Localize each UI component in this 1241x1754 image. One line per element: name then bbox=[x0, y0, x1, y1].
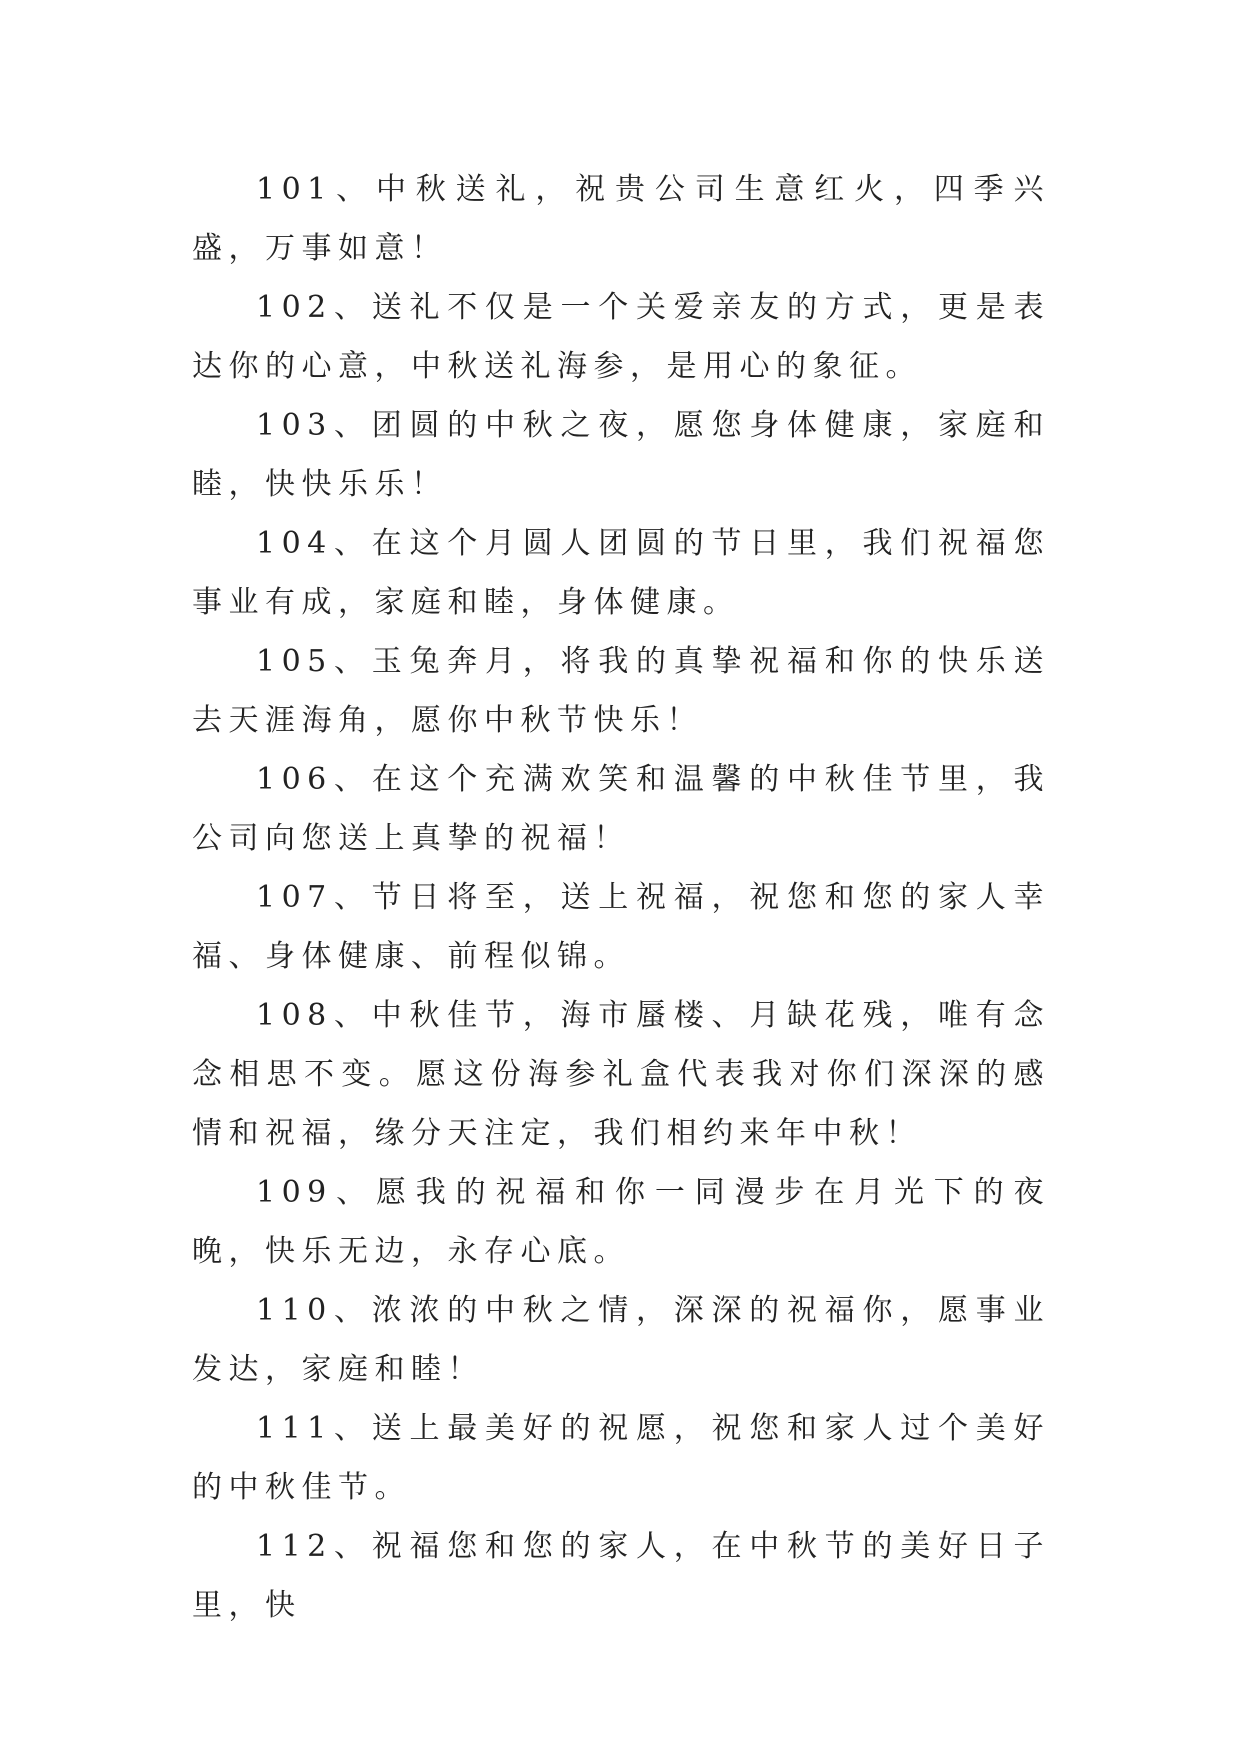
paragraph-103: 103、团圆的中秋之夜，愿您身体健康，家庭和睦，快快乐乐！ bbox=[192, 408, 1050, 502]
document-body bbox=[192, 160, 1050, 1635]
paragraph-106: 106、在这个充满欢笑和温馨的中秋佳节里，我公司向您送上真挚的祝福！ bbox=[192, 762, 1050, 856]
paragraph-104: 104、在这个月圆人团圆的节日里，我们祝福您事业有成，家庭和睦，身体健康。 bbox=[192, 526, 1050, 620]
paragraph-111: 111、送上最美好的祝愿，祝您和家人过个美好的中秋佳节。 bbox=[192, 1411, 1050, 1505]
paragraph-112: 112、祝福您和您的家人，在中秋节的美好日子里，快 bbox=[192, 1529, 1050, 1623]
paragraph-107: 107、节日将至，送上祝福，祝您和您的家人幸福、身体健康、前程似锦。 bbox=[192, 880, 1050, 974]
paragraph-109: 109、愿我的祝福和你一同漫步在月光下的夜晚，快乐无边，永存心底。 bbox=[192, 1175, 1050, 1269]
paragraph-108: 108、中秋佳节，海市蜃楼、月缺花残，唯有念念相思不变。愿这份海参礼盒代表我对你们深深的感情和祝福，缘分天注定，我们相约来年中秋！ bbox=[192, 998, 1050, 1151]
paragraph-110: 110、浓浓的中秋之情，深深的祝福你，愿事业发达，家庭和睦！ bbox=[192, 1293, 1050, 1387]
paragraph-102: 102、送礼不仅是一个关爱亲友的方式，更是表达你的心意，中秋送礼海参，是用心的象征。 bbox=[192, 290, 1050, 384]
paragraph-101: 101、中秋送礼，祝贵公司生意红火，四季兴盛，万事如意！ bbox=[192, 172, 1050, 266]
paragraph-105: 105、玉兔奔月，将我的真挚祝福和你的快乐送去天涯海角，愿你中秋节快乐！ bbox=[192, 644, 1050, 738]
